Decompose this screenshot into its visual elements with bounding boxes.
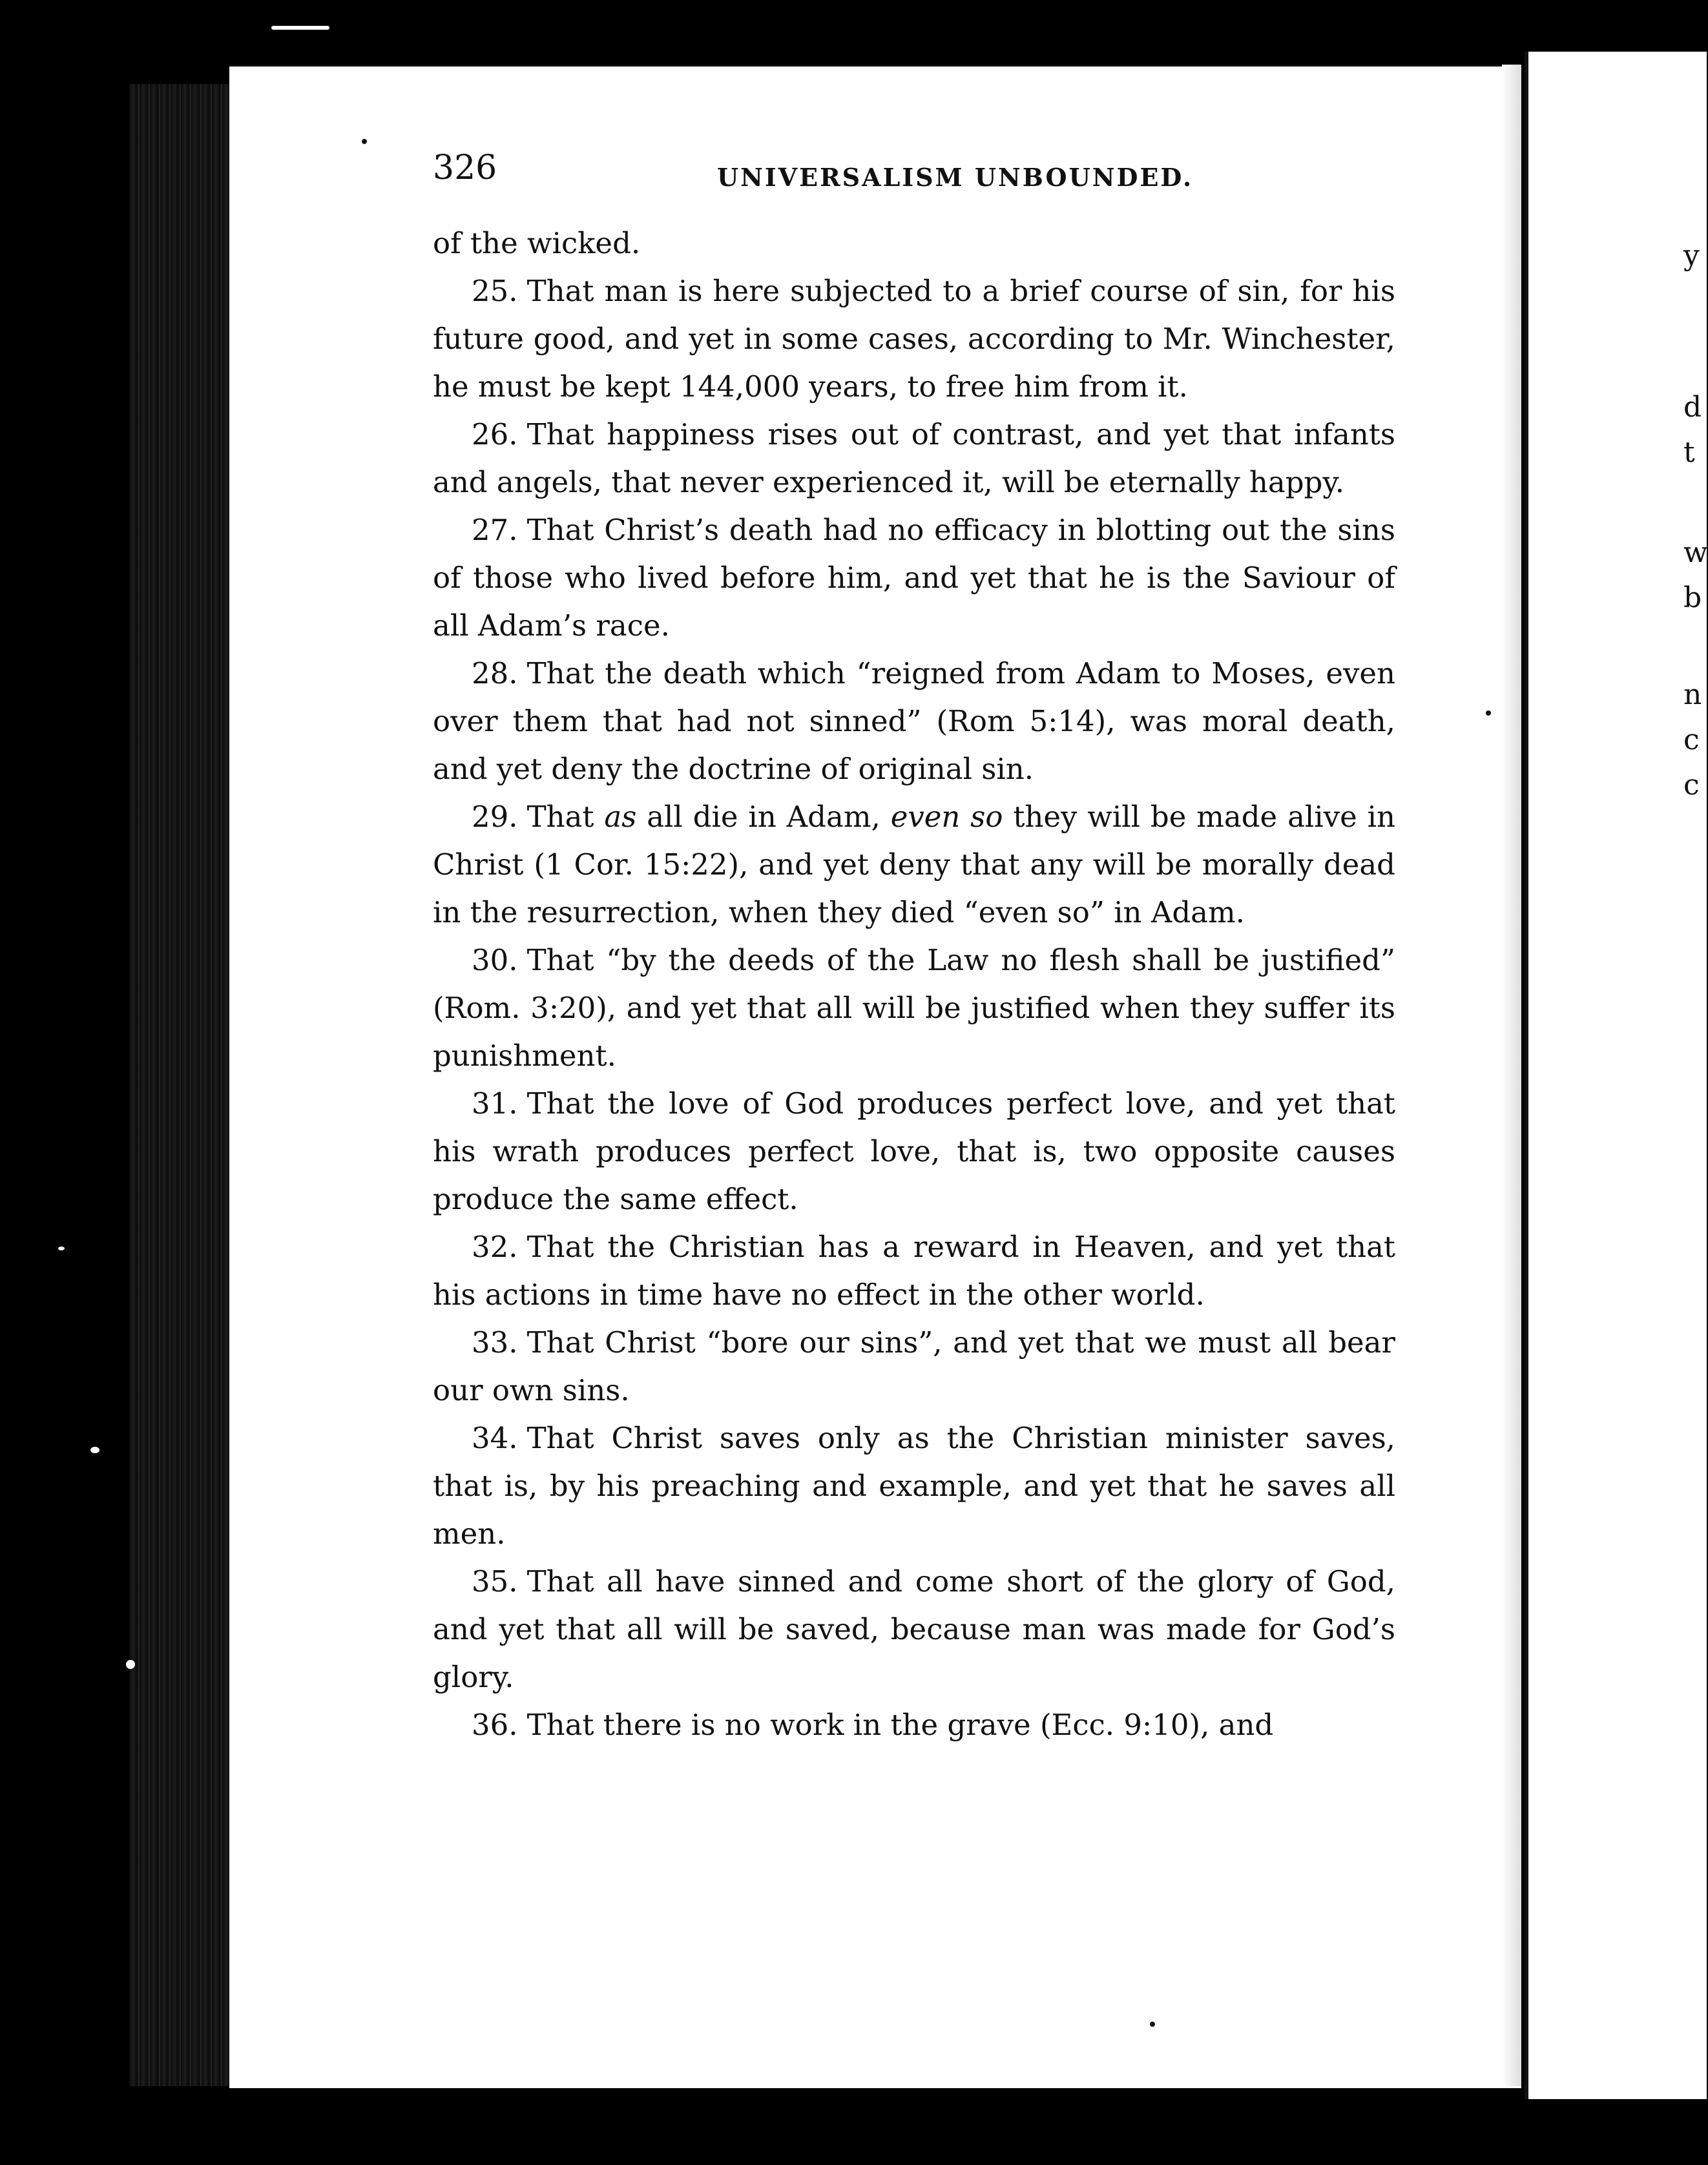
list-item — [433, 1319, 1395, 1414]
list-item — [433, 506, 1395, 650]
item-number: 29. — [472, 800, 518, 834]
scan-speck — [1486, 710, 1491, 716]
page-body — [433, 220, 1395, 1749]
scan-speck — [362, 139, 367, 144]
item-number: 36. — [472, 1708, 518, 1742]
item-text: That Christ’s death had no efficacy in blotting out the sins of those who lived before him, and yet that he is the Saviour of all Adam’s race. — [433, 513, 1395, 643]
item-number: 26. — [472, 417, 518, 451]
page-number: 326 — [433, 149, 497, 187]
item-number: 33. — [472, 1325, 518, 1360]
page-header — [433, 149, 1402, 200]
facing-page-fragment: c — [1683, 723, 1700, 756]
facing-page-fragment: t — [1683, 436, 1695, 469]
list-item — [433, 937, 1395, 1080]
item-italic: as — [604, 800, 637, 834]
facing-page-fragment: b — [1683, 581, 1702, 614]
list-item — [433, 1414, 1395, 1558]
item-number: 35. — [472, 1564, 518, 1599]
running-title: UNIVERSALISM UNBOUNDED. — [717, 163, 1194, 192]
facing-page-fragment: c — [1683, 769, 1700, 802]
list-item — [433, 411, 1395, 506]
list-item — [433, 793, 1395, 937]
facing-page-fragment: y — [1683, 239, 1700, 272]
list-item — [433, 1223, 1395, 1319]
page-gutter-shadow — [1502, 65, 1521, 2086]
item-text: That there is no work in the grave (Ecc. 9:10), and — [526, 1708, 1274, 1742]
list-item — [433, 267, 1395, 411]
item-text-b: all die in Adam, — [636, 800, 891, 834]
item-italic: even so — [890, 800, 1003, 834]
item-text-a: That — [526, 800, 605, 834]
list-item — [433, 650, 1395, 793]
item-number: 28. — [472, 656, 518, 690]
item-text-c: they will be made alive in Christ (1 Cor. 15:22), and yet deny that any will be morally dead in the resurrection, when they died “even so” in Adam. — [433, 800, 1396, 929]
item-text: That happiness rises out of contrast, and yet that infants and angels, that never experienced it, will be eternally happy. — [433, 417, 1395, 499]
item-number: 27. — [472, 513, 518, 547]
scan-speck — [90, 1447, 99, 1453]
scan-speck — [58, 1247, 65, 1250]
item-number: 30. — [472, 943, 518, 977]
continuation-line: of the wicked. — [433, 226, 641, 260]
book-binding-edge — [129, 84, 233, 2086]
list-item — [433, 1558, 1395, 1701]
scan-speck — [271, 26, 329, 30]
scan-speck — [126, 1660, 135, 1669]
item-number: 25. — [472, 274, 518, 308]
list-item — [433, 1701, 1395, 1749]
facing-page-fragment: w — [1683, 536, 1708, 569]
item-text: That all have sinned and come short of the glory of God, and yet that all will be saved, because man was made for God’s glory. — [433, 1564, 1395, 1694]
item-text: That the death which “reigned from Adam to Moses, even over them that had not sinned” (Rom 5:14), was moral death, and yet deny the doctrine of original sin. — [433, 656, 1395, 786]
facing-page-edge — [1525, 52, 1707, 2099]
item-text: That “by the deeds of the Law no flesh shall be justified” (Rom. 3:20), and yet that all will be justified when they suffer its punishment. — [433, 943, 1395, 1073]
item-text: That the love of God produces perfect love, and yet that his wrath produces perfect love, that is, two opposite causes produce the same effect. — [433, 1086, 1395, 1216]
item-text: That man is here subjected to a brief course of sin, for his future good, and yet in some cases, according to Mr. Winchester, he must be kept 144,000 years, to free him from it. — [433, 274, 1395, 404]
item-text: That Christ “bore our sins”, and yet that we must all bear our own sins. — [433, 1325, 1395, 1407]
scan-speck — [1150, 2022, 1155, 2027]
item-number: 31. — [472, 1086, 518, 1121]
item-text: That Christ saves only as the Christian minister saves, that is, by his preaching and example, and yet that he saves all men. — [433, 1421, 1395, 1551]
facing-page-fragment: d — [1683, 391, 1702, 424]
item-text: That the Christian has a reward in Heaven, and yet that his actions in time have no effect in the other world. — [433, 1230, 1395, 1312]
item-number: 34. — [472, 1421, 518, 1455]
list-item — [433, 1080, 1395, 1223]
item-number: 32. — [472, 1230, 518, 1264]
facing-page-fragment: n — [1683, 678, 1702, 711]
